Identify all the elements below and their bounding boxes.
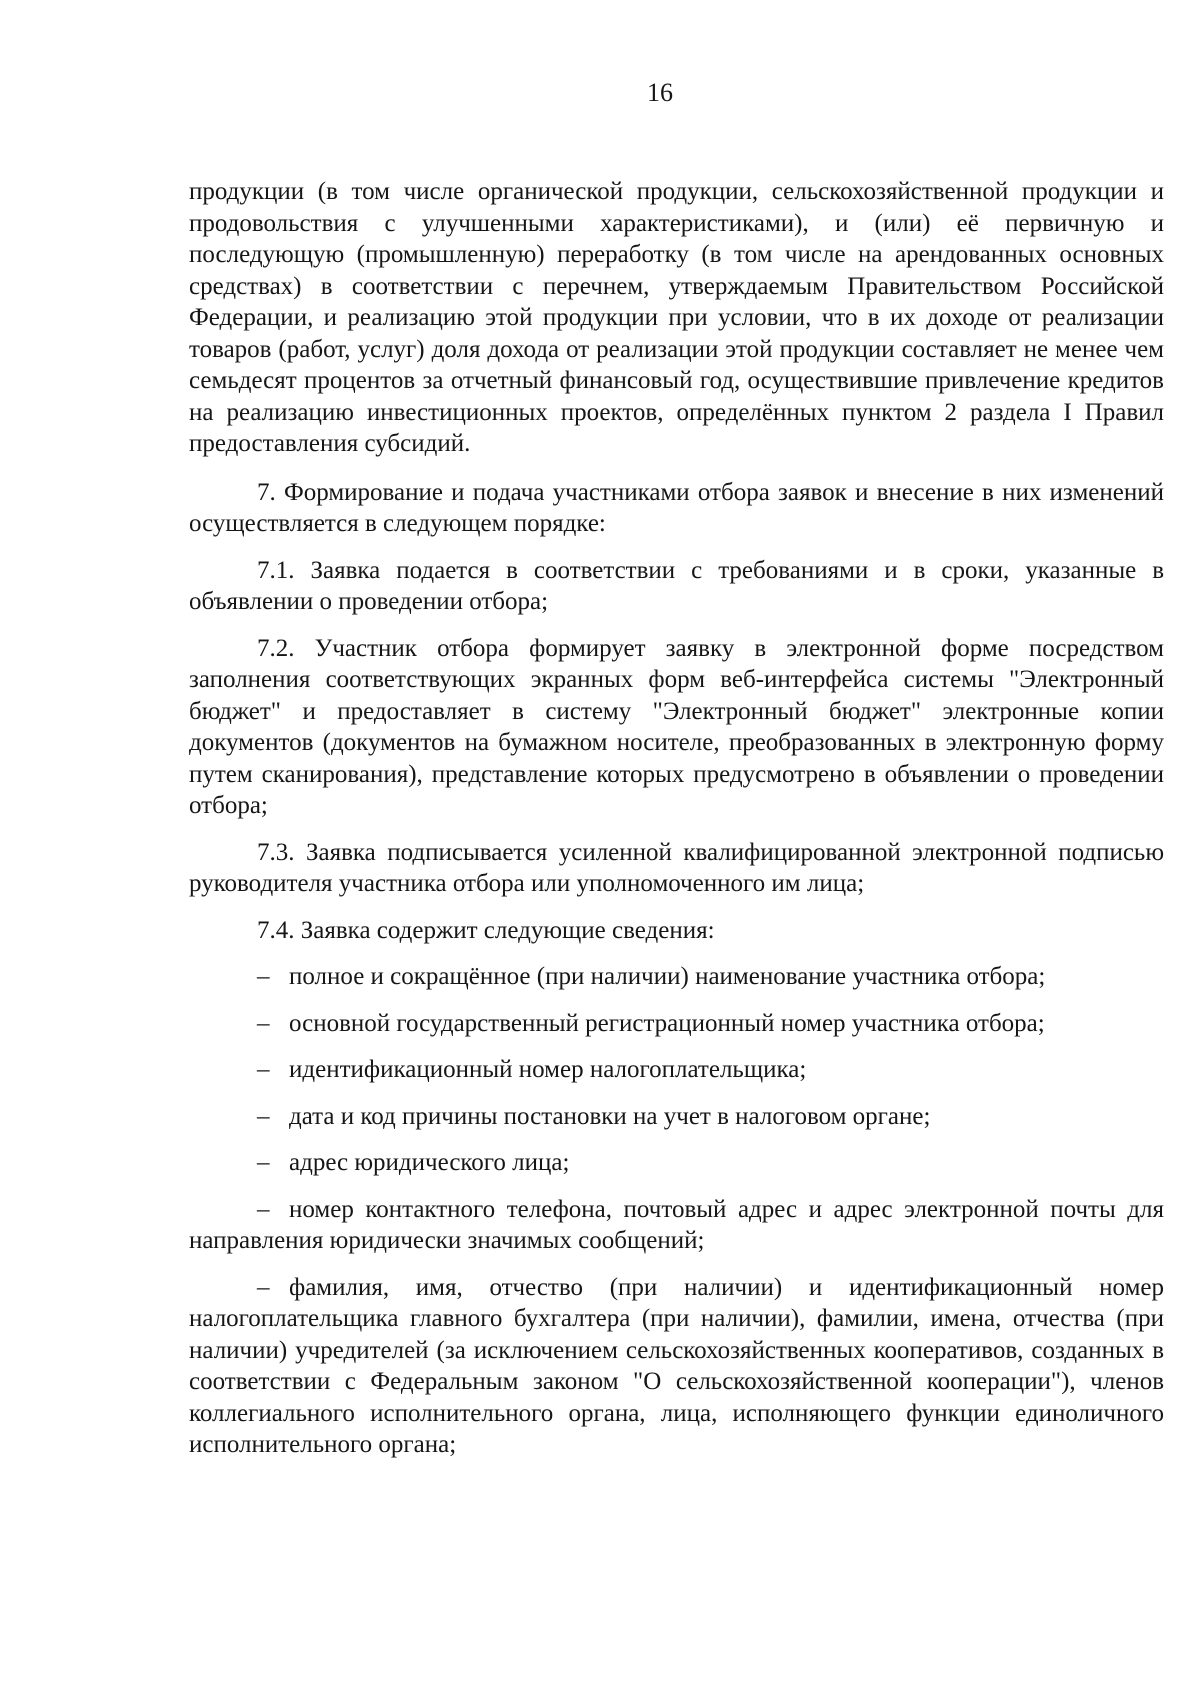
list-dash: – bbox=[257, 1056, 270, 1083]
list-item-contacts bbox=[189, 1194, 1164, 1257]
document-body bbox=[189, 176, 1164, 1461]
list-item-registration-date bbox=[189, 1101, 1164, 1133]
list-item-text: фамилия, имя, отчество (при наличии) и идентификационный номер налогоплательщика главного бухгалтера (при наличии), фамилии, имена, отчества (при наличии) учредителей (за исключением сельскохозяйственных кооперативов, созданных в соответствии с Федеральным законом "О сельскохозяйственной кооперации"), членов коллегиального исполнительного органа, лица, исполняющего функции единоличного исполнительного органа; bbox=[189, 1273, 1164, 1458]
page-number: 16 bbox=[647, 78, 673, 107]
list-dash: – bbox=[257, 1149, 270, 1176]
list-item-text: адрес юридического лица; bbox=[289, 1149, 570, 1176]
list-item-text: номер контактного телефона, почтовый адрес и адрес электронной почты для направления юридически значимых сообщений; bbox=[189, 1195, 1164, 1254]
list-dash: – bbox=[257, 1009, 270, 1037]
list-item-accountant-founders bbox=[189, 1272, 1164, 1461]
list-item-text: идентификационный номер налогоплательщика; bbox=[289, 1056, 807, 1083]
list-item-text: основной государственный регистрационный номер участника отбора; bbox=[289, 1009, 1045, 1037]
list-item-inn bbox=[189, 1054, 1164, 1086]
paragraph-7-1: 7.1. Заявка подается в соответствии с требованиями и в сроки, указанные в объявлении о проведении отбора; bbox=[189, 556, 1164, 615]
paragraph-7-4: 7.4. Заявка содержит следующие сведения: bbox=[257, 916, 715, 944]
paragraph-7-3: 7.3. Заявка подписывается усиленной квалифицированной электронной подписью руководителя участника отбора или уполномоченного им лица; bbox=[189, 838, 1164, 897]
paragraph-7-2: 7.2. Участник отбора формирует заявку в электронной форме посредством заполнения соответствующих экранных форм веб-интерфейса системы "Электронный бюджет" и предоставляет в систему "Электронный бюджет" электронные копии документов (документов на бумажном носителе, преобразованных в электронную форму путем сканирования), представление которых предусмотрено в объявлении о проведении отбора; bbox=[189, 634, 1164, 819]
paragraph-continuation: продукции (в том числе органической продукции, сельскохозяйственной продукции и продовольствия с улучшенными характеристиками), и (или) её первичную и последующую (промышленную) переработку (в том числе на арендованных основных средствах) в соответствии с перечнем, утверждаемым Правительством Российской Федерации, и реализацию этой продукции при условии, что в их доходе от реализации товаров (работ, услуг) доля дохода от реализации этой продукции составляет не менее чем семьдесят процентов за отчетный финансовый год, осуществившие привлечение кредитов на реализацию инвестиционных проектов, определённых пунктом 2 раздела I Правил предоставления субсидий. bbox=[189, 178, 1164, 457]
list-dash: – bbox=[257, 1195, 270, 1223]
list-dash: – bbox=[257, 1273, 270, 1301]
list-item-ogrn bbox=[189, 1008, 1164, 1040]
paragraph-7: 7. Формирование и подача участниками отбора заявок и внесение в них изменений осуществляется в следующем порядке: bbox=[189, 478, 1164, 537]
list-dash: – bbox=[257, 1102, 270, 1130]
list-item-legal-address bbox=[189, 1147, 1164, 1179]
list-item-text: полное и сокращённое (при наличии) наименование участника отбора; bbox=[289, 963, 1046, 990]
list-item-full-name bbox=[189, 961, 1164, 993]
list-dash: – bbox=[257, 963, 270, 990]
list-item-text: дата и код причины постановки на учет в налоговом органе; bbox=[289, 1102, 931, 1130]
